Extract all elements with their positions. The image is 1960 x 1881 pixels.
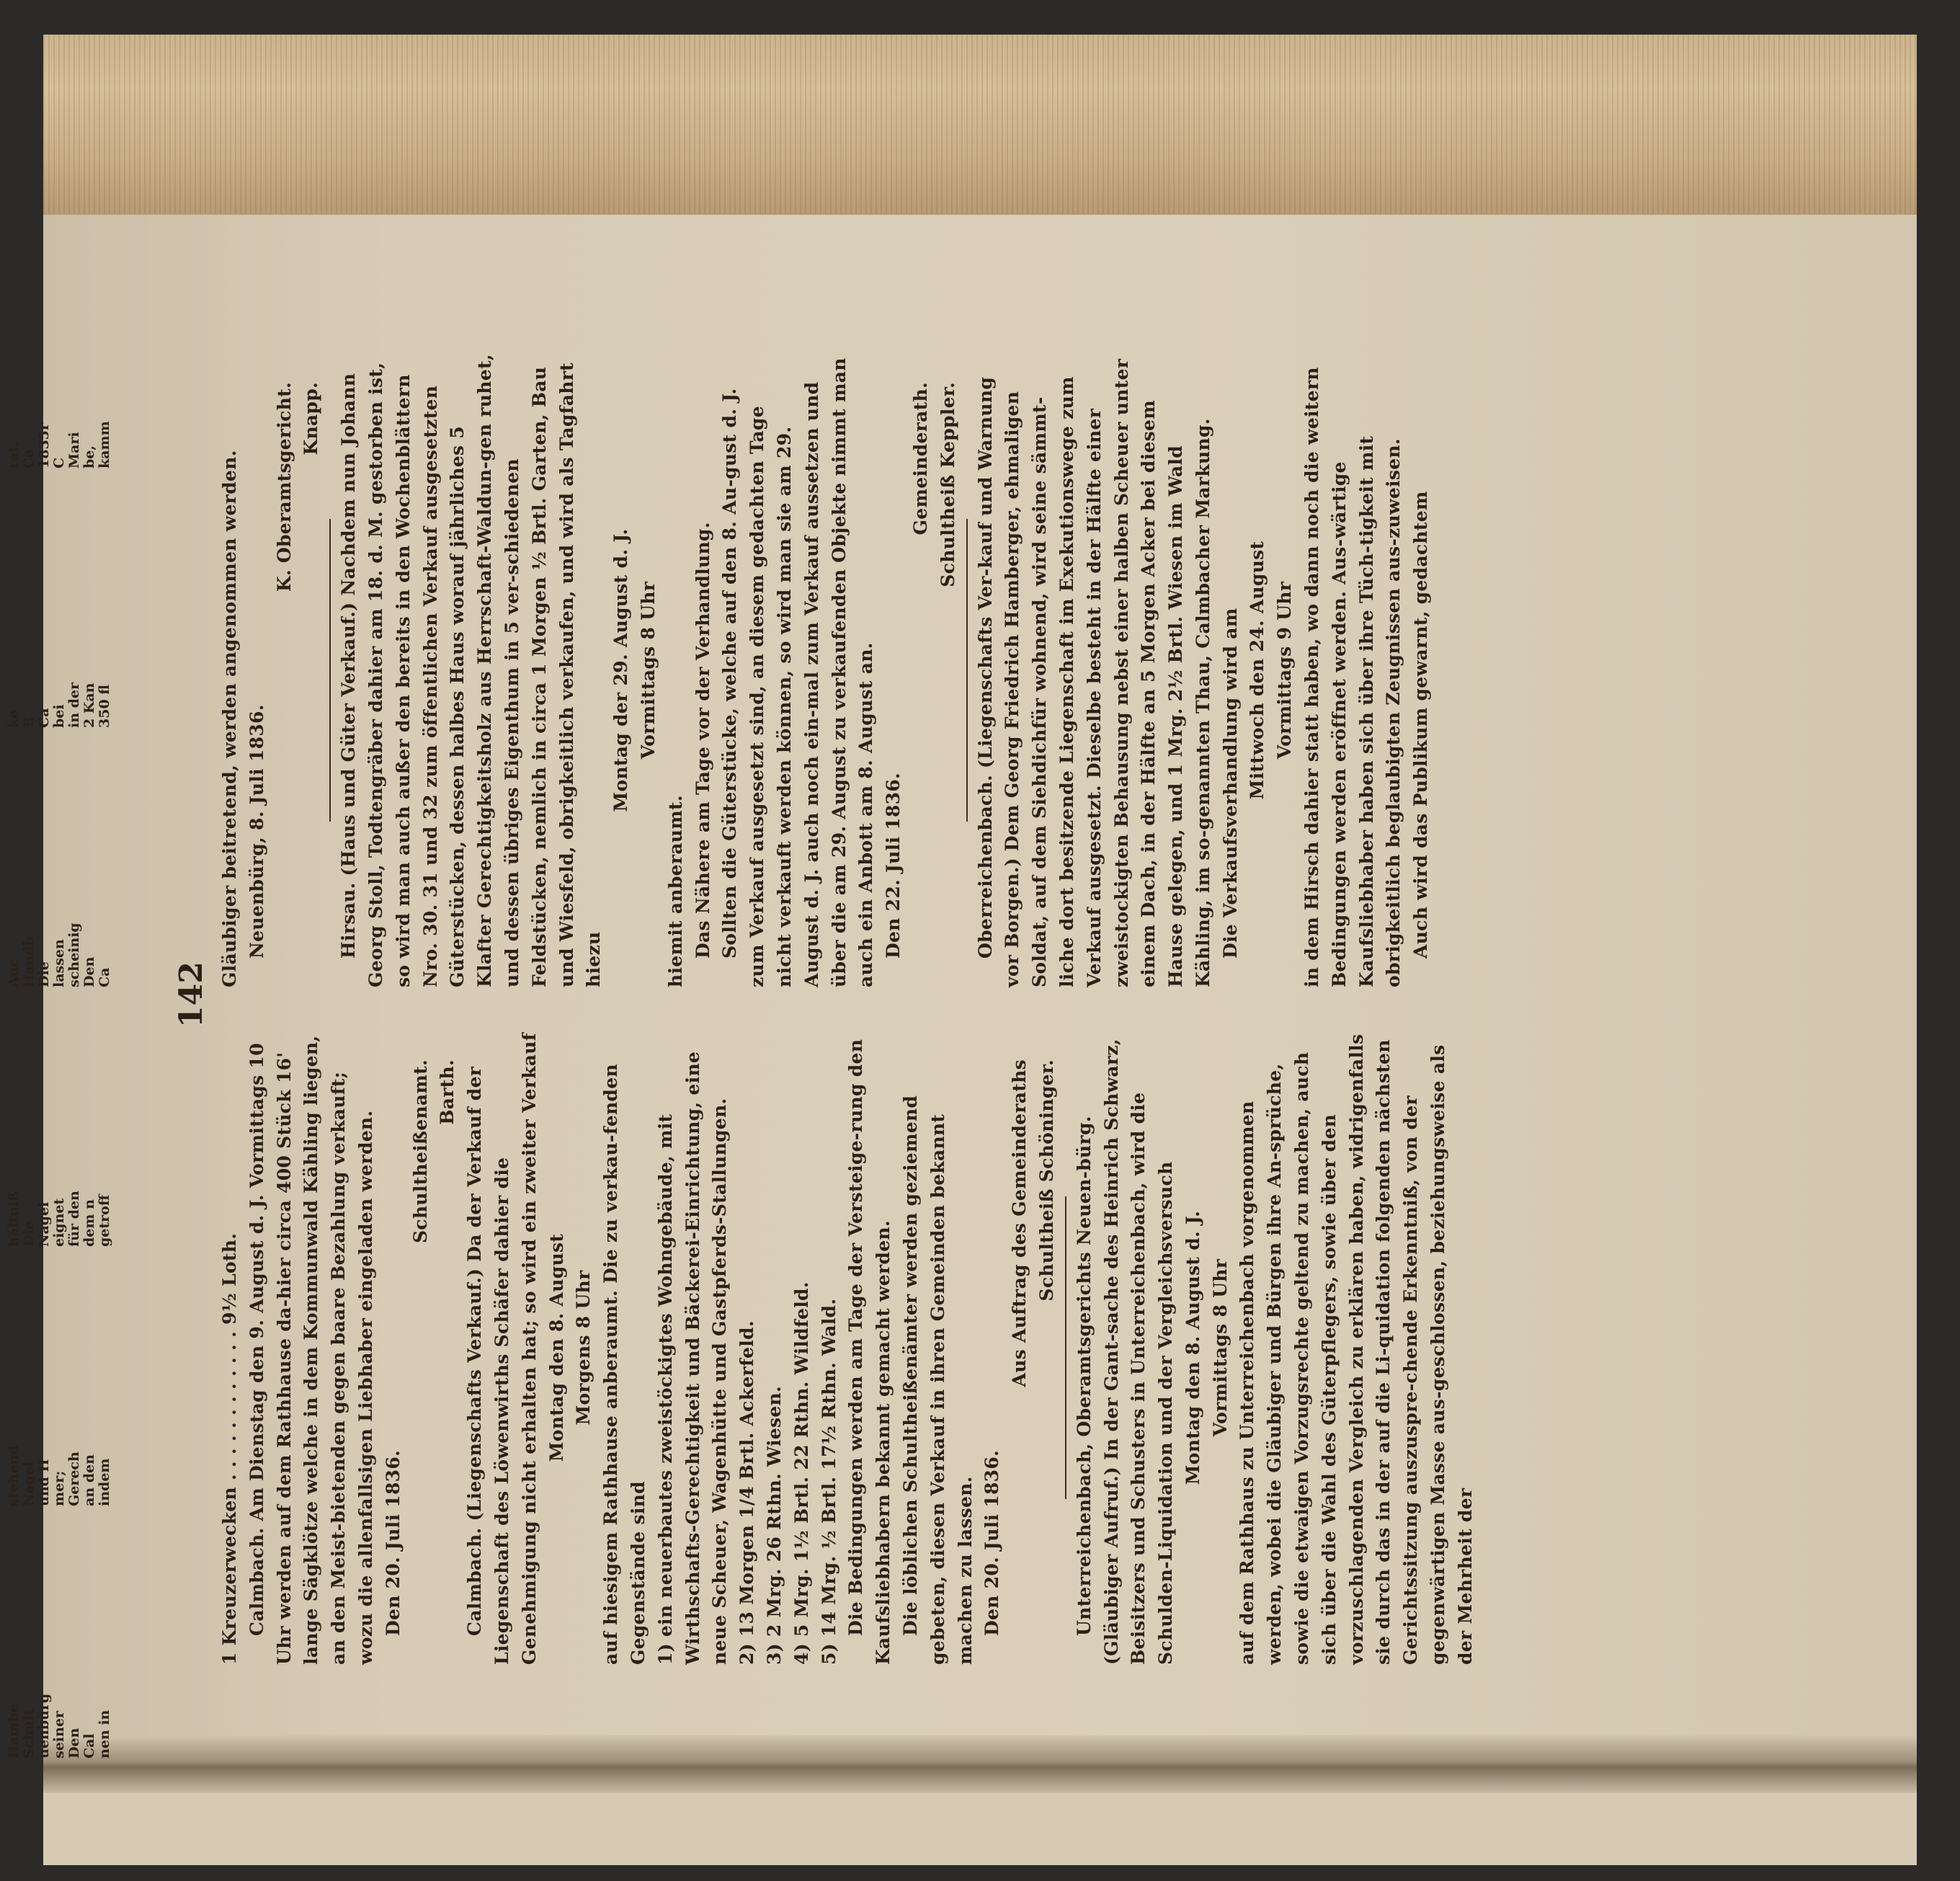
left-column-paragraph: auf hiesigem Rathhause anberaumt. Die zu verkau-fenden Gegenstände sind [600, 1064, 649, 1665]
right-column-paragraph: K. Oberamtsgericht. [273, 382, 295, 592]
left-column-paragraph: Die Bedingungen werden am Tage der Versteige-rung den Kaufsliebhabern bekannt gemacht werden. [845, 1039, 894, 1665]
facing-page-fragment: kamm [97, 421, 112, 468]
facing-page-fragment: Nagel [21, 1461, 37, 1506]
left-column-paragraph: Den 20. Juli 1836. [382, 1449, 404, 1636]
right-column-paragraph: Gläubiger beitretend, werden angenommen werden. [219, 450, 240, 987]
right-column-paragraph: Das Nähere am Tage vor der Verhandlung. [692, 522, 713, 959]
left-column-paragraph: Barth. [437, 1059, 458, 1125]
left-column-paragraph: Schultheißenamt. [409, 1059, 431, 1244]
facing-page-fragment: uenbürg [36, 1693, 52, 1758]
facing-page-fragment: Den [66, 1727, 82, 1758]
facing-page-text [0, 187, 115, 1766]
left-column-paragraph: 4) 5 Mrg. 1½ Brtl. 22 Rthn. Wildfeld. [790, 1281, 812, 1665]
facing-page-fragment: eignet [51, 1198, 67, 1247]
facing-page-fragment: getroff [97, 1194, 112, 1247]
facing-page-fragment: Mari [66, 432, 82, 468]
right-column-paragraph: Knapp. [300, 382, 322, 455]
facing-page-fragment: indem [97, 1458, 112, 1506]
facing-page-fragment: stehend [6, 1445, 22, 1506]
right-column-paragraph: Den 22. Juli 1836. [883, 772, 904, 959]
right-column-paragraph: Auch wird das Publikum gewarnt, gedachtem [1410, 491, 1432, 959]
left-column-paragraph: Morgens 8 Uhr [573, 1270, 594, 1426]
facing-page-fragment: ke [6, 709, 22, 728]
facing-page-fragment: lassen [51, 939, 67, 987]
right-column-paragraph: Hirsau. (Haus und Güter Verkauf.) Nachdem nun Johann Georg Stoll, Todtengräber dahier am 18. d. M. gestorben ist, so wird man auch außer den bereits in den Wochenblättern Nro. 30. 31 und 32 zum öffentlichen Verkauf ausgesetzten Güterstücken, dessen halbes Haus worauf jährliches 5 Klafter Gerechtigkeitsholz aus Herrschaft-Waldun-gen ruhet, und dessen übriges Eigenthum in 5 ver-schiedenen Feldstücken, nemlich in circa 1 Morgen ½ Brtl. Garten, Bau und Wiesfeld, obrigkeitlich verkaufen, und wird als Tagfahrt hiezu [338, 354, 605, 987]
left-column-paragraph: Aus Auftrag des Gemeinderaths [1009, 1059, 1030, 1387]
right-column-paragraph: Mittwoch den 24. August [1247, 541, 1268, 800]
left-column-paragraph: Calmbach. Am Dienstag den 9. August d. J. Vormittags 10 Uhr werden auf dem Rathhause da-hier circa 400 Stück 16' lange Sägklötze welche in dem Kommunwald Kähling liegen, an den Meist-bietenden gegen baare Bezahlung verkauft; wozu die allenfallsigen Liebhaber eingeladen werden. [246, 1035, 376, 1665]
facing-page-fragment: für den [66, 1191, 82, 1247]
facing-page-fragment: Die [21, 1221, 37, 1247]
left-column-paragraph: Calmbach. (Liegenschafts Verkauf.) Da der Verkauf der Liegenschaft des Löwenwirths Schäfer dahier die Genehmigung nicht erhalten hat; so wird ein zweiter Verkauf [464, 1033, 540, 1665]
facing-page [43, 1793, 1917, 1865]
facing-page-fragment: Die [36, 961, 52, 987]
facing-page-fragment: dem n [81, 1199, 97, 1247]
facing-page-fragment: bei [51, 704, 67, 728]
facing-page-fragment: C [51, 457, 67, 468]
left-column-paragraph: 1) ein neuerbautes zweistöckigtes Wohngebäude, mit Wirthschafts-Gerechtigkeit und Bäckerei-Einrichtung, eine neue Scheuer, Wagenhütte und Gastpferds-Stallungen. [654, 1051, 731, 1665]
right-column-paragraph: in dem Hirsch dahier statt haben, wo dann noch die weitern Bedingungen werden eröffnet werden. Aus-wärtige Kaufsliebhaber haben sich über ihre Tüch-tigkeit mit obrigkeitlich beglaubigten Zeugnissen aus-zuweisen. [1301, 367, 1404, 987]
facing-page-fragment: an den [81, 1454, 97, 1506]
right-column-paragraph: Montag der 29. August d. J. [610, 528, 632, 812]
facing-page-fragment: Den [81, 956, 97, 987]
section-divider [966, 519, 968, 822]
page-text-rotated [151, 324, 1722, 1694]
facing-page-fragment: be, [81, 445, 97, 468]
facing-page-fragment: scheinig [66, 922, 82, 987]
right-column-paragraph: Vormittags 9 Uhr [1274, 581, 1296, 760]
facing-page-fragment: Ca [97, 967, 112, 987]
facing-page-fragment: 350 fl [97, 684, 112, 728]
page-number: 142 [173, 961, 210, 1028]
left-column-paragraph: Den 20. Juli 1836. [981, 1449, 1003, 1636]
left-column-paragraph: 2) 13 Morgen 1/4 Brtl. Ackerfeld. [736, 1320, 758, 1665]
left-column-paragraph: Montag den 8. August d. J. [1182, 1210, 1203, 1485]
facing-page-fragment: rat. [6, 441, 22, 468]
facing-page-fragment: seiner [51, 1711, 67, 1758]
facing-page-fragment: Handb [21, 936, 37, 987]
facing-page-fragment: Hambe [6, 1704, 22, 1758]
left-column-paragraph: Unterreichenbach, Oberamtsgerichts Neuen-bürg. (Gläubiger Aufruf.) In der Gant-sache des Heinrich Schwarz, Beisitzers und Schusters in Unterreichenbach, wird die Schulden-Liquidation und der Vergleichsversuch [1073, 1039, 1177, 1665]
right-column-paragraph: Neuenbürg, 8. Juli 1836. [246, 704, 267, 959]
facing-page-fragment: mer; [51, 1470, 67, 1506]
left-column-paragraph: auf dem Rathhaus zu Unterreichenbach vorgenommen werden, wobei die Gläubiger und Bürgen ihre An-sprüche, sowie die etwaigen Vorzugsrechte geltend zu machen, auch sich über die Wahl des Güterpflegers, sowie über den vorzuschlagenden Vergleich zu erklären haben, widrigenfalls sie durch das in der auf die Li-quidation folgenden nächsten Gerichtssitzung auszuspre-chende Erkenntniß, von der gegenwärtigen Masse aus-geschlossen, beziehungsweise als der Mehrheit der [1237, 1033, 1476, 1665]
facing-page-fragment: Ca [36, 708, 52, 728]
book-gutter [43, 1735, 1917, 1793]
left-column-paragraph: Die löblichen Schultheißenämter werden geziemend gebeten, diesen Verkauf in ihren Gemeinden bekannt machen zu lassen. [899, 1095, 976, 1665]
facing-page-fragment: hältniß [6, 1191, 22, 1247]
right-column-paragraph: Gemeinderath. [909, 382, 931, 535]
facing-page-fragment: Nagel [36, 1201, 52, 1247]
facing-page-fragment: B [21, 716, 37, 728]
facing-page-fragment: und H [36, 1459, 52, 1506]
facing-page-fragment: 2 Kan [81, 682, 97, 728]
right-column-paragraph: Schultheiß Keppler. [937, 382, 958, 587]
right-column-paragraph: hiemit anberaumt. [664, 795, 686, 987]
right-column-paragraph: Die Verkaufsverhandlung wird am [1219, 608, 1241, 959]
left-column [216, 1031, 1479, 1665]
facing-page-fragment: Gerech [66, 1451, 82, 1506]
facing-page-fragment: nen in [97, 1709, 112, 1758]
right-column-paragraph: Vormittags 8 Uhr [637, 581, 659, 760]
left-column-paragraph: Montag den 8. August [545, 1233, 567, 1462]
right-column-paragraph: Oberreichenbach. (Liegenschafts Ver-kauf und Warnung vor Borgen.) Dem Georg Friedrich Hamberger, ehmaligen Soldat, auf dem Siehdichfür wohnend, wird seine sämmt-liche dort besitzende Liegenschaft im Exekutionswege zum Verkauf ausgesetzt. Dieselbe besteht in der Hälfte einer zweistockigten Behausung nebst einer halben Scheuer unter einem Dach, in der Hälfte an 5 Morgen Acker bei diesem Hause gelegen, und 1 Mrg. 2½ Brtl. Wiesen im Wald Kähling, im so-genannten Thau, Calmbacher Markung. [974, 358, 1213, 987]
left-column-paragraph: 5) 14 Mrg. ½ Brtl. 17½ Rthn. Wald. [818, 1298, 839, 1665]
section-divider [329, 519, 331, 822]
facing-page-fragment: Schult [21, 1709, 37, 1758]
page-stack-edge [43, 35, 1917, 215]
section-divider [1065, 1196, 1066, 1499]
facing-page-fragment: Cal [81, 1733, 97, 1758]
right-column [216, 353, 1435, 987]
left-column-paragraph: Schultheiß Schöninger. [1035, 1059, 1057, 1302]
facing-page-fragment: Auc [6, 958, 22, 987]
facing-page-fragment: in der [66, 682, 82, 728]
left-column-paragraph: 3) 2 Mrg. 26 Rthn. Wiesen. [763, 1385, 785, 1665]
right-column-paragraph: Sollten die Güterstücke, welche auf den 8. Au-gust d. J. zum Verkauf ausgesetzt sind, an diesem gedachten Tage nicht verkauft werden können, so wird man sie am 29. August d. J. auch noch ein-mal zum Verkauf aussetzen und über die am 29. August zu verkaufenden Objekte nimmt man auch ein Anbott am 8. August an. [719, 357, 877, 987]
facing-page-fragment: 1835r [36, 423, 52, 468]
facing-page-fragment: Ca [21, 448, 37, 468]
left-column-paragraph: Vormittags 8 Uhr [1209, 1258, 1231, 1437]
left-column-paragraph: 1 Kreuzerwecken . . . . . . . . . . . . 9½ Loth. [219, 1232, 240, 1665]
